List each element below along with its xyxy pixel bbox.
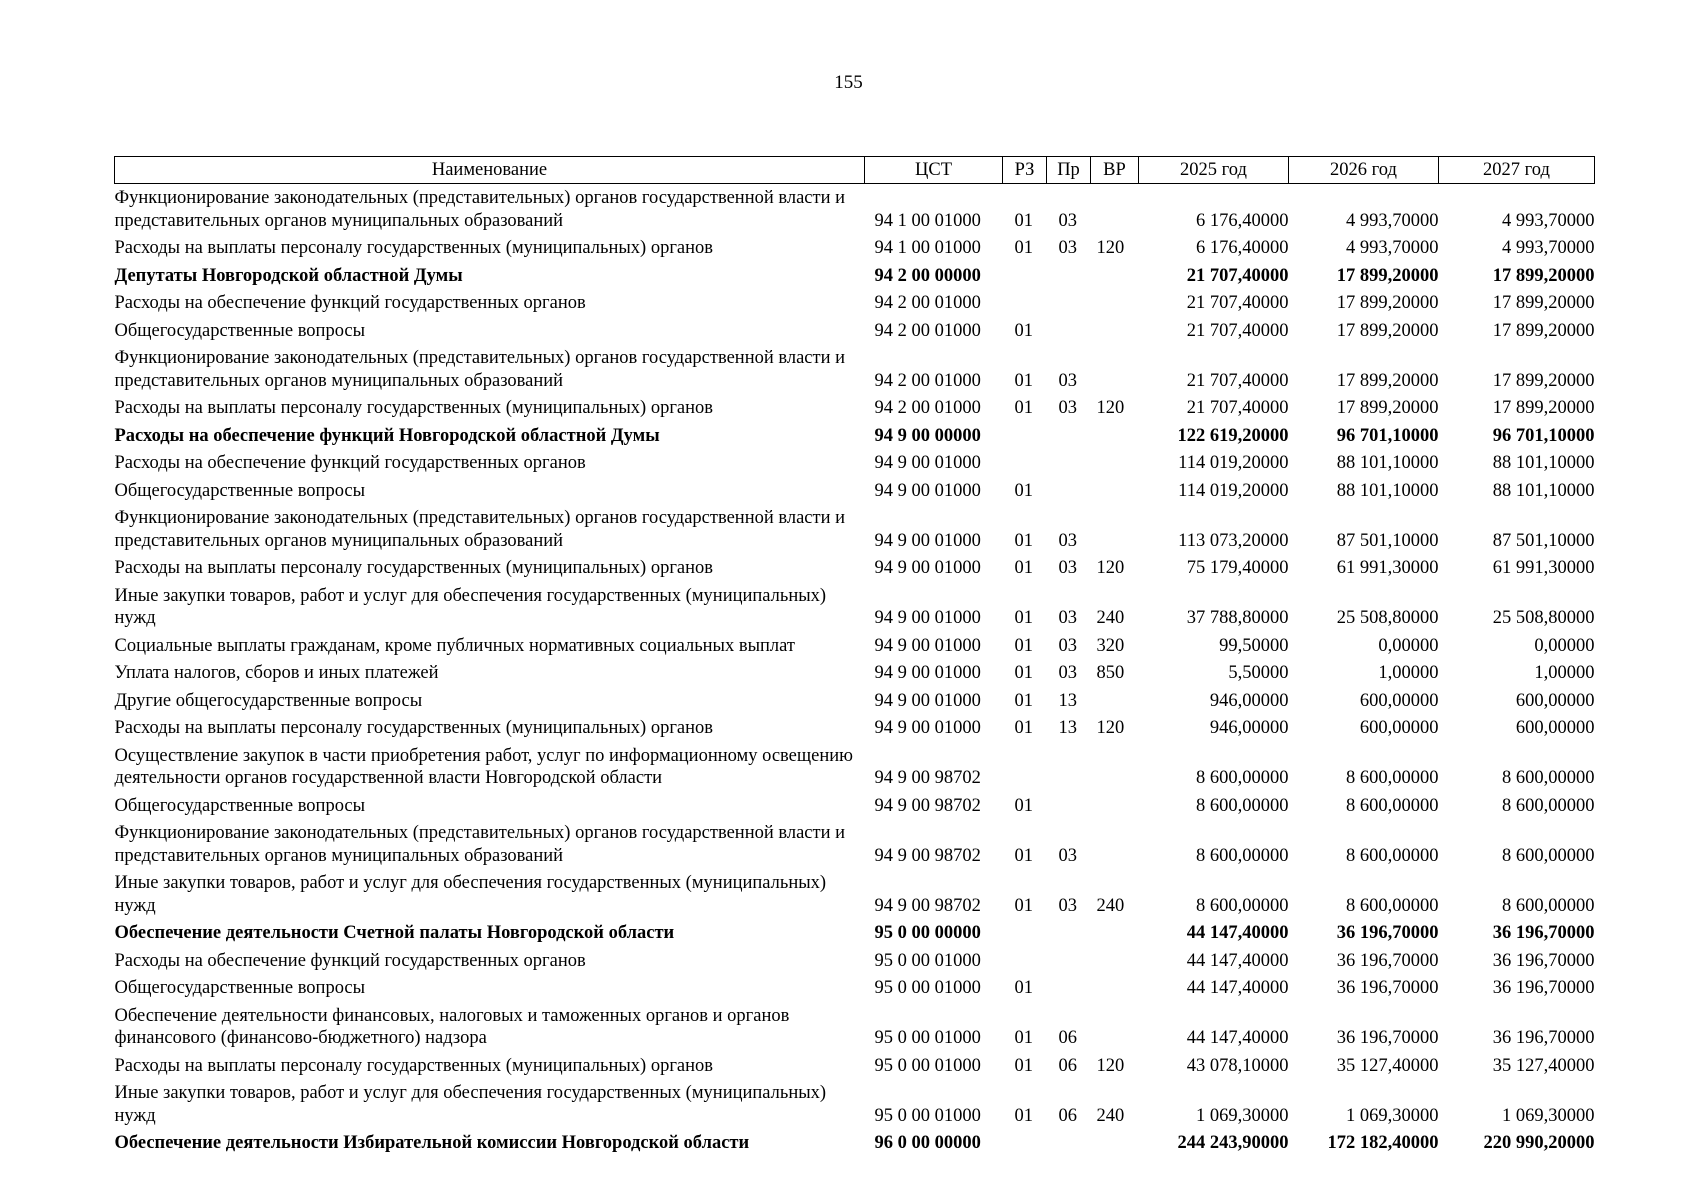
cell-pr: 03 xyxy=(1058,845,1077,866)
cell-2027: 4 993,70000 xyxy=(1502,210,1595,231)
cell-rz: 01 xyxy=(1014,480,1033,501)
cell-cst: 94 1 00 01000 xyxy=(874,210,981,231)
cell-pr xyxy=(1047,919,1091,947)
table-row xyxy=(115,554,1595,582)
cell-vr xyxy=(1091,449,1139,477)
cell-2027: 1 069,30000 xyxy=(1502,1105,1595,1126)
cell-cst: 95 0 00 01000 xyxy=(874,978,981,998)
table-header-row xyxy=(115,157,1595,184)
cell-2025: 6 176,40000 xyxy=(1196,210,1289,231)
cell-vr: 120 xyxy=(1096,398,1125,418)
cell-2027: 36 196,70000 xyxy=(1492,923,1595,943)
cell-name: Другие общегосударственные вопросы xyxy=(114,690,423,711)
cell-pr: 03 xyxy=(1058,398,1077,418)
cell-cst: 94 2 00 00000 xyxy=(874,265,981,286)
cell-2025: 8 600,00000 xyxy=(1196,768,1289,788)
cell-2027: 96 701,10000 xyxy=(1492,425,1595,446)
cell-2026: 172 182,40000 xyxy=(1327,1133,1439,1153)
cell-vr xyxy=(1091,504,1139,554)
header-cst: ЦСТ xyxy=(865,157,1003,184)
cell-pr xyxy=(1047,792,1091,820)
cell-name: Общегосударственные вопросы xyxy=(114,795,366,816)
cell-2027: 17 899,20000 xyxy=(1492,398,1595,418)
cell-pr xyxy=(1047,947,1091,975)
cell-2027: 88 101,10000 xyxy=(1492,453,1595,473)
cell-2026: 36 196,70000 xyxy=(1336,978,1439,998)
cell-name: Обеспечение деятельности Избирательной комиссии Новгородской области xyxy=(114,1133,750,1153)
header-2026: 2026 год xyxy=(1289,157,1439,184)
cell-cst: 94 2 00 01000 xyxy=(874,370,981,391)
table-row xyxy=(115,504,1595,554)
cell-vr xyxy=(1091,742,1139,792)
cell-pr xyxy=(1047,422,1091,450)
cell-pr: 06 xyxy=(1058,1028,1077,1048)
cell-2025: 5,50000 xyxy=(1228,663,1289,683)
cell-rz xyxy=(1003,919,1047,947)
cell-rz: 01 xyxy=(1014,320,1033,341)
table-row xyxy=(115,659,1595,687)
cell-rz: 01 xyxy=(1014,558,1033,578)
header-name: Наименование xyxy=(115,157,865,184)
cell-2026: 61 991,30000 xyxy=(1336,558,1439,578)
cell-pr: 06 xyxy=(1058,1055,1077,1076)
cell-cst: 94 1 00 01000 xyxy=(874,238,981,258)
cell-name: Обеспечение деятельности финансовых, налоговых и таможенных органов и органов финансового (финансово-бюджетного) надзора xyxy=(114,1005,790,1048)
table-row xyxy=(115,449,1595,477)
cell-name: Расходы на обеспечение функций государственных органов xyxy=(114,293,586,313)
cell-name: Иные закупки товаров, работ и услуг для обеспечения государственных (муниципальных) нужд xyxy=(114,585,827,628)
cell-rz: 01 xyxy=(1014,530,1033,551)
cell-2026: 8 600,00000 xyxy=(1346,845,1439,866)
cell-cst: 95 0 00 01000 xyxy=(874,1028,981,1048)
cell-vr xyxy=(1091,687,1139,715)
table-row xyxy=(115,422,1595,450)
cell-rz: 01 xyxy=(1014,238,1033,258)
table-row xyxy=(115,742,1595,792)
page-number: 155 xyxy=(834,72,863,93)
table-row xyxy=(115,262,1595,290)
cell-2026: 17 899,20000 xyxy=(1336,320,1439,341)
cell-vr: 240 xyxy=(1096,895,1125,916)
cell-2025: 122 619,20000 xyxy=(1177,425,1289,446)
table-row xyxy=(115,714,1595,742)
cell-2025: 946,00000 xyxy=(1209,718,1289,738)
cell-name: Социальные выплаты гражданам, кроме публичных нормативных социальных выплат xyxy=(114,635,795,656)
cell-cst: 95 0 00 01000 xyxy=(874,1055,981,1076)
cell-2025: 21 707,40000 xyxy=(1186,293,1289,313)
cell-2026: 8 600,00000 xyxy=(1346,895,1439,916)
cell-name: Расходы на обеспечение функций государственных органов xyxy=(114,950,586,971)
cell-2027: 17 899,20000 xyxy=(1492,370,1595,391)
cell-vr: 120 xyxy=(1096,558,1125,578)
cell-2026: 87 501,10000 xyxy=(1336,530,1439,551)
cell-cst: 94 9 00 01000 xyxy=(874,530,981,551)
cell-cst: 94 9 00 01000 xyxy=(874,690,981,711)
cell-name: Расходы на обеспечение функций Новгородской областной Думы xyxy=(114,425,660,446)
cell-2025: 37 788,80000 xyxy=(1186,608,1289,628)
cell-2027: 1,00000 xyxy=(1534,663,1595,683)
cell-pr xyxy=(1047,1129,1091,1157)
cell-pr xyxy=(1047,974,1091,1002)
cell-cst: 95 0 00 00000 xyxy=(874,923,981,943)
cell-name: Расходы на обеспечение функций государственных органов xyxy=(114,453,586,473)
cell-rz: 01 xyxy=(1014,210,1033,231)
cell-rz: 01 xyxy=(1014,895,1033,916)
cell-2027: 36 196,70000 xyxy=(1492,1028,1595,1048)
cell-name: Иные закупки товаров, работ и услуг для обеспечения государственных (муниципальных) нужд xyxy=(114,1083,827,1126)
cell-pr: 03 xyxy=(1058,370,1077,391)
cell-2025: 1 069,30000 xyxy=(1196,1105,1289,1126)
cell-2025: 21 707,40000 xyxy=(1186,398,1289,418)
cell-2025: 8 600,00000 xyxy=(1196,895,1289,916)
table-row xyxy=(115,289,1595,317)
cell-rz xyxy=(1003,947,1047,975)
table-row xyxy=(115,1129,1595,1157)
cell-pr xyxy=(1047,742,1091,792)
cell-cst: 96 0 00 00000 xyxy=(874,1133,981,1153)
cell-vr xyxy=(1091,947,1139,975)
cell-2026: 36 196,70000 xyxy=(1336,950,1439,971)
cell-pr: 13 xyxy=(1058,718,1077,738)
cell-pr: 03 xyxy=(1058,558,1077,578)
cell-2026: 25 508,80000 xyxy=(1336,608,1439,628)
cell-2026: 4 993,70000 xyxy=(1346,238,1439,258)
cell-rz: 01 xyxy=(1014,635,1033,656)
cell-2027: 220 990,20000 xyxy=(1483,1133,1595,1153)
cell-2026: 1,00000 xyxy=(1378,663,1439,683)
cell-2026: 4 993,70000 xyxy=(1346,210,1439,231)
cell-name: Расходы на выплаты персоналу государственных (муниципальных) органов xyxy=(114,238,714,258)
header-pr: Пр xyxy=(1047,157,1091,184)
cell-pr: 03 xyxy=(1058,530,1077,551)
cell-rz: 01 xyxy=(1014,690,1033,711)
cell-2025: 114 019,20000 xyxy=(1178,480,1289,501)
cell-name: Общегосударственные вопросы xyxy=(114,480,366,501)
cell-vr xyxy=(1091,792,1139,820)
table-row xyxy=(115,184,1595,235)
cell-2026: 0,00000 xyxy=(1378,635,1439,656)
cell-2027: 17 899,20000 xyxy=(1492,293,1595,313)
table-row xyxy=(115,869,1595,919)
cell-2026: 1 069,30000 xyxy=(1346,1105,1439,1126)
table-row xyxy=(115,582,1595,632)
cell-2025: 43 078,10000 xyxy=(1186,1055,1289,1076)
cell-name: Расходы на выплаты персоналу государственных (муниципальных) органов xyxy=(114,1055,714,1076)
cell-2027: 8 600,00000 xyxy=(1502,795,1595,816)
cell-2026: 36 196,70000 xyxy=(1336,923,1439,943)
cell-pr: 03 xyxy=(1058,238,1077,258)
header-rz: РЗ xyxy=(1003,157,1047,184)
table-row xyxy=(115,947,1595,975)
cell-cst: 94 9 00 01000 xyxy=(874,558,981,578)
cell-2025: 99,50000 xyxy=(1219,635,1289,656)
table-row xyxy=(115,1002,1595,1052)
cell-rz xyxy=(1003,1129,1047,1157)
cell-2027: 88 101,10000 xyxy=(1492,480,1595,501)
cell-pr: 03 xyxy=(1058,210,1077,231)
cell-vr xyxy=(1091,184,1139,235)
cell-vr: 120 xyxy=(1096,1055,1125,1076)
cell-cst: 94 2 00 01000 xyxy=(874,320,981,341)
cell-2025: 44 147,40000 xyxy=(1186,950,1289,971)
header-2027: 2027 год xyxy=(1439,157,1595,184)
cell-2027: 4 993,70000 xyxy=(1502,238,1595,258)
cell-2026: 17 899,20000 xyxy=(1336,398,1439,418)
cell-2025: 8 600,00000 xyxy=(1196,795,1289,816)
cell-rz xyxy=(1003,422,1047,450)
cell-name: Обеспечение деятельности Счетной палаты Новгородской области xyxy=(114,923,675,943)
cell-name: Общегосударственные вопросы xyxy=(114,320,366,341)
cell-rz xyxy=(1003,742,1047,792)
cell-2025: 6 176,40000 xyxy=(1196,238,1289,258)
cell-vr xyxy=(1091,289,1139,317)
cell-rz xyxy=(1003,289,1047,317)
cell-cst: 94 9 00 98702 xyxy=(874,895,981,916)
cell-cst: 94 9 00 98702 xyxy=(874,845,981,866)
cell-2026: 36 196,70000 xyxy=(1336,1028,1439,1048)
cell-2025: 75 179,40000 xyxy=(1186,558,1289,578)
cell-name: Осуществление закупок в части приобретения работ, услуг по информационному освещению деятельности органов государственной власти Новгородской области xyxy=(114,745,853,788)
cell-vr: 120 xyxy=(1096,718,1125,738)
table-row xyxy=(115,394,1595,422)
cell-2025: 8 600,00000 xyxy=(1196,845,1289,866)
cell-cst: 94 9 00 01000 xyxy=(874,718,981,738)
cell-vr xyxy=(1091,974,1139,1002)
cell-vr xyxy=(1091,344,1139,394)
table-row xyxy=(115,317,1595,345)
cell-cst: 94 9 00 01000 xyxy=(874,480,981,501)
cell-2026: 8 600,00000 xyxy=(1346,795,1439,816)
header-2025: 2025 год xyxy=(1139,157,1289,184)
cell-vr xyxy=(1091,422,1139,450)
table-row xyxy=(115,974,1595,1002)
cell-2027: 8 600,00000 xyxy=(1502,845,1595,866)
cell-name: Иные закупки товаров, работ и услуг для обеспечения государственных (муниципальных) нужд xyxy=(114,873,827,916)
cell-2025: 946,00000 xyxy=(1209,690,1289,711)
table-row xyxy=(115,632,1595,660)
cell-vr: 240 xyxy=(1096,608,1125,628)
cell-cst: 94 9 00 01000 xyxy=(874,635,981,656)
table-body xyxy=(115,184,1595,1157)
cell-vr: 320 xyxy=(1096,635,1125,656)
cell-2027: 25 508,80000 xyxy=(1492,608,1595,628)
cell-pr xyxy=(1047,317,1091,345)
cell-2026: 88 101,10000 xyxy=(1336,480,1439,501)
cell-2026: 17 899,20000 xyxy=(1336,370,1439,391)
cell-2027: 61 991,30000 xyxy=(1492,558,1595,578)
cell-2026: 88 101,10000 xyxy=(1336,453,1439,473)
table-row xyxy=(115,919,1595,947)
cell-pr: 03 xyxy=(1058,895,1077,916)
cell-2027: 0,00000 xyxy=(1534,635,1595,656)
cell-rz: 01 xyxy=(1014,718,1033,738)
cell-vr xyxy=(1091,919,1139,947)
cell-rz xyxy=(1003,449,1047,477)
cell-pr xyxy=(1047,262,1091,290)
cell-2027: 36 196,70000 xyxy=(1492,978,1595,998)
cell-vr xyxy=(1091,477,1139,505)
cell-cst: 94 9 00 00000 xyxy=(874,425,981,446)
table-row xyxy=(115,792,1595,820)
cell-rz: 01 xyxy=(1014,1105,1033,1126)
cell-pr: 03 xyxy=(1058,635,1077,656)
table-row xyxy=(115,344,1595,394)
cell-pr xyxy=(1047,289,1091,317)
cell-vr: 120 xyxy=(1096,238,1125,258)
table-row xyxy=(115,477,1595,505)
cell-vr xyxy=(1091,819,1139,869)
cell-2026: 96 701,10000 xyxy=(1336,425,1439,446)
cell-2027: 17 899,20000 xyxy=(1492,320,1595,341)
cell-cst: 94 9 00 98702 xyxy=(874,795,981,816)
cell-2025: 113 073,20000 xyxy=(1178,530,1289,551)
table-row xyxy=(115,819,1595,869)
budget-table xyxy=(114,156,1595,1157)
cell-2025: 44 147,40000 xyxy=(1186,1028,1289,1048)
cell-2025: 44 147,40000 xyxy=(1186,978,1289,998)
table-row xyxy=(115,234,1595,262)
cell-pr: 06 xyxy=(1058,1105,1077,1126)
cell-2026: 17 899,20000 xyxy=(1336,265,1439,286)
cell-cst: 94 2 00 01000 xyxy=(874,398,981,418)
cell-name: Уплата налогов, сборов и иных платежей xyxy=(114,663,439,683)
cell-name: Общегосударственные вопросы xyxy=(114,978,366,998)
cell-2026: 600,00000 xyxy=(1359,690,1439,711)
cell-cst: 94 9 00 98702 xyxy=(874,768,981,788)
cell-cst: 95 0 00 01000 xyxy=(874,1105,981,1126)
cell-rz xyxy=(1003,262,1047,290)
cell-name: Функционирование законодательных (представительных) органов государственной власти и представительных органов муниципальных образований xyxy=(114,188,846,231)
cell-2025: 114 019,20000 xyxy=(1178,453,1289,473)
cell-2027: 35 127,40000 xyxy=(1492,1055,1595,1076)
cell-2027: 8 600,00000 xyxy=(1502,768,1595,788)
cell-pr xyxy=(1047,477,1091,505)
cell-rz: 01 xyxy=(1014,1028,1033,1048)
cell-vr xyxy=(1091,1129,1139,1157)
cell-vr xyxy=(1091,317,1139,345)
cell-name: Расходы на выплаты персоналу государственных (муниципальных) органов xyxy=(114,558,714,578)
cell-name: Расходы на выплаты персоналу государственных (муниципальных) органов xyxy=(114,398,714,418)
table-row xyxy=(115,1052,1595,1080)
cell-cst: 94 2 00 01000 xyxy=(874,293,981,313)
cell-vr xyxy=(1091,262,1139,290)
cell-pr: 03 xyxy=(1058,608,1077,628)
cell-cst: 95 0 00 01000 xyxy=(874,950,981,971)
cell-rz: 01 xyxy=(1014,608,1033,628)
cell-rz: 01 xyxy=(1014,845,1033,866)
cell-2027: 600,00000 xyxy=(1515,690,1595,711)
cell-rz: 01 xyxy=(1014,795,1033,816)
cell-2026: 17 899,20000 xyxy=(1336,293,1439,313)
cell-cst: 94 9 00 01000 xyxy=(874,453,981,473)
cell-2026: 8 600,00000 xyxy=(1346,768,1439,788)
cell-name: Функционирование законодательных (представительных) органов государственной власти и представительных органов муниципальных образований xyxy=(114,823,846,866)
cell-name: Расходы на выплаты персоналу государственных (муниципальных) органов xyxy=(114,718,714,738)
cell-cst: 94 9 00 01000 xyxy=(874,608,981,628)
cell-cst: 94 9 00 01000 xyxy=(874,663,981,683)
cell-rz: 01 xyxy=(1014,663,1033,683)
cell-name: Функционирование законодательных (представительных) органов государственной власти и представительных органов муниципальных образований xyxy=(114,508,846,551)
cell-rz: 01 xyxy=(1014,1055,1033,1076)
cell-2027: 36 196,70000 xyxy=(1492,950,1595,971)
cell-2027: 600,00000 xyxy=(1515,718,1595,738)
cell-2025: 244 243,90000 xyxy=(1177,1133,1289,1153)
cell-2025: 21 707,40000 xyxy=(1186,265,1289,286)
cell-2026: 35 127,40000 xyxy=(1336,1055,1439,1076)
cell-2027: 17 899,20000 xyxy=(1492,265,1595,286)
cell-name: Функционирование законодательных (представительных) органов государственной власти и представительных органов муниципальных образований xyxy=(114,348,846,391)
cell-2027: 8 600,00000 xyxy=(1502,895,1595,916)
cell-pr: 03 xyxy=(1058,663,1077,683)
cell-2026: 600,00000 xyxy=(1359,718,1439,738)
cell-pr: 13 xyxy=(1058,690,1077,711)
cell-vr: 850 xyxy=(1096,663,1125,683)
cell-2027: 87 501,10000 xyxy=(1492,530,1595,551)
table-row xyxy=(115,1079,1595,1129)
cell-2025: 21 707,40000 xyxy=(1186,370,1289,391)
cell-2025: 44 147,40000 xyxy=(1186,923,1289,943)
cell-pr xyxy=(1047,449,1091,477)
cell-rz: 01 xyxy=(1014,398,1033,418)
cell-vr xyxy=(1091,1002,1139,1052)
table-row xyxy=(115,687,1595,715)
cell-2025: 21 707,40000 xyxy=(1186,320,1289,341)
cell-rz: 01 xyxy=(1014,978,1033,998)
cell-rz: 01 xyxy=(1014,370,1033,391)
cell-vr: 240 xyxy=(1096,1105,1125,1126)
header-vr: ВР xyxy=(1091,157,1139,184)
cell-name: Депутаты Новгородской областной Думы xyxy=(114,265,463,286)
